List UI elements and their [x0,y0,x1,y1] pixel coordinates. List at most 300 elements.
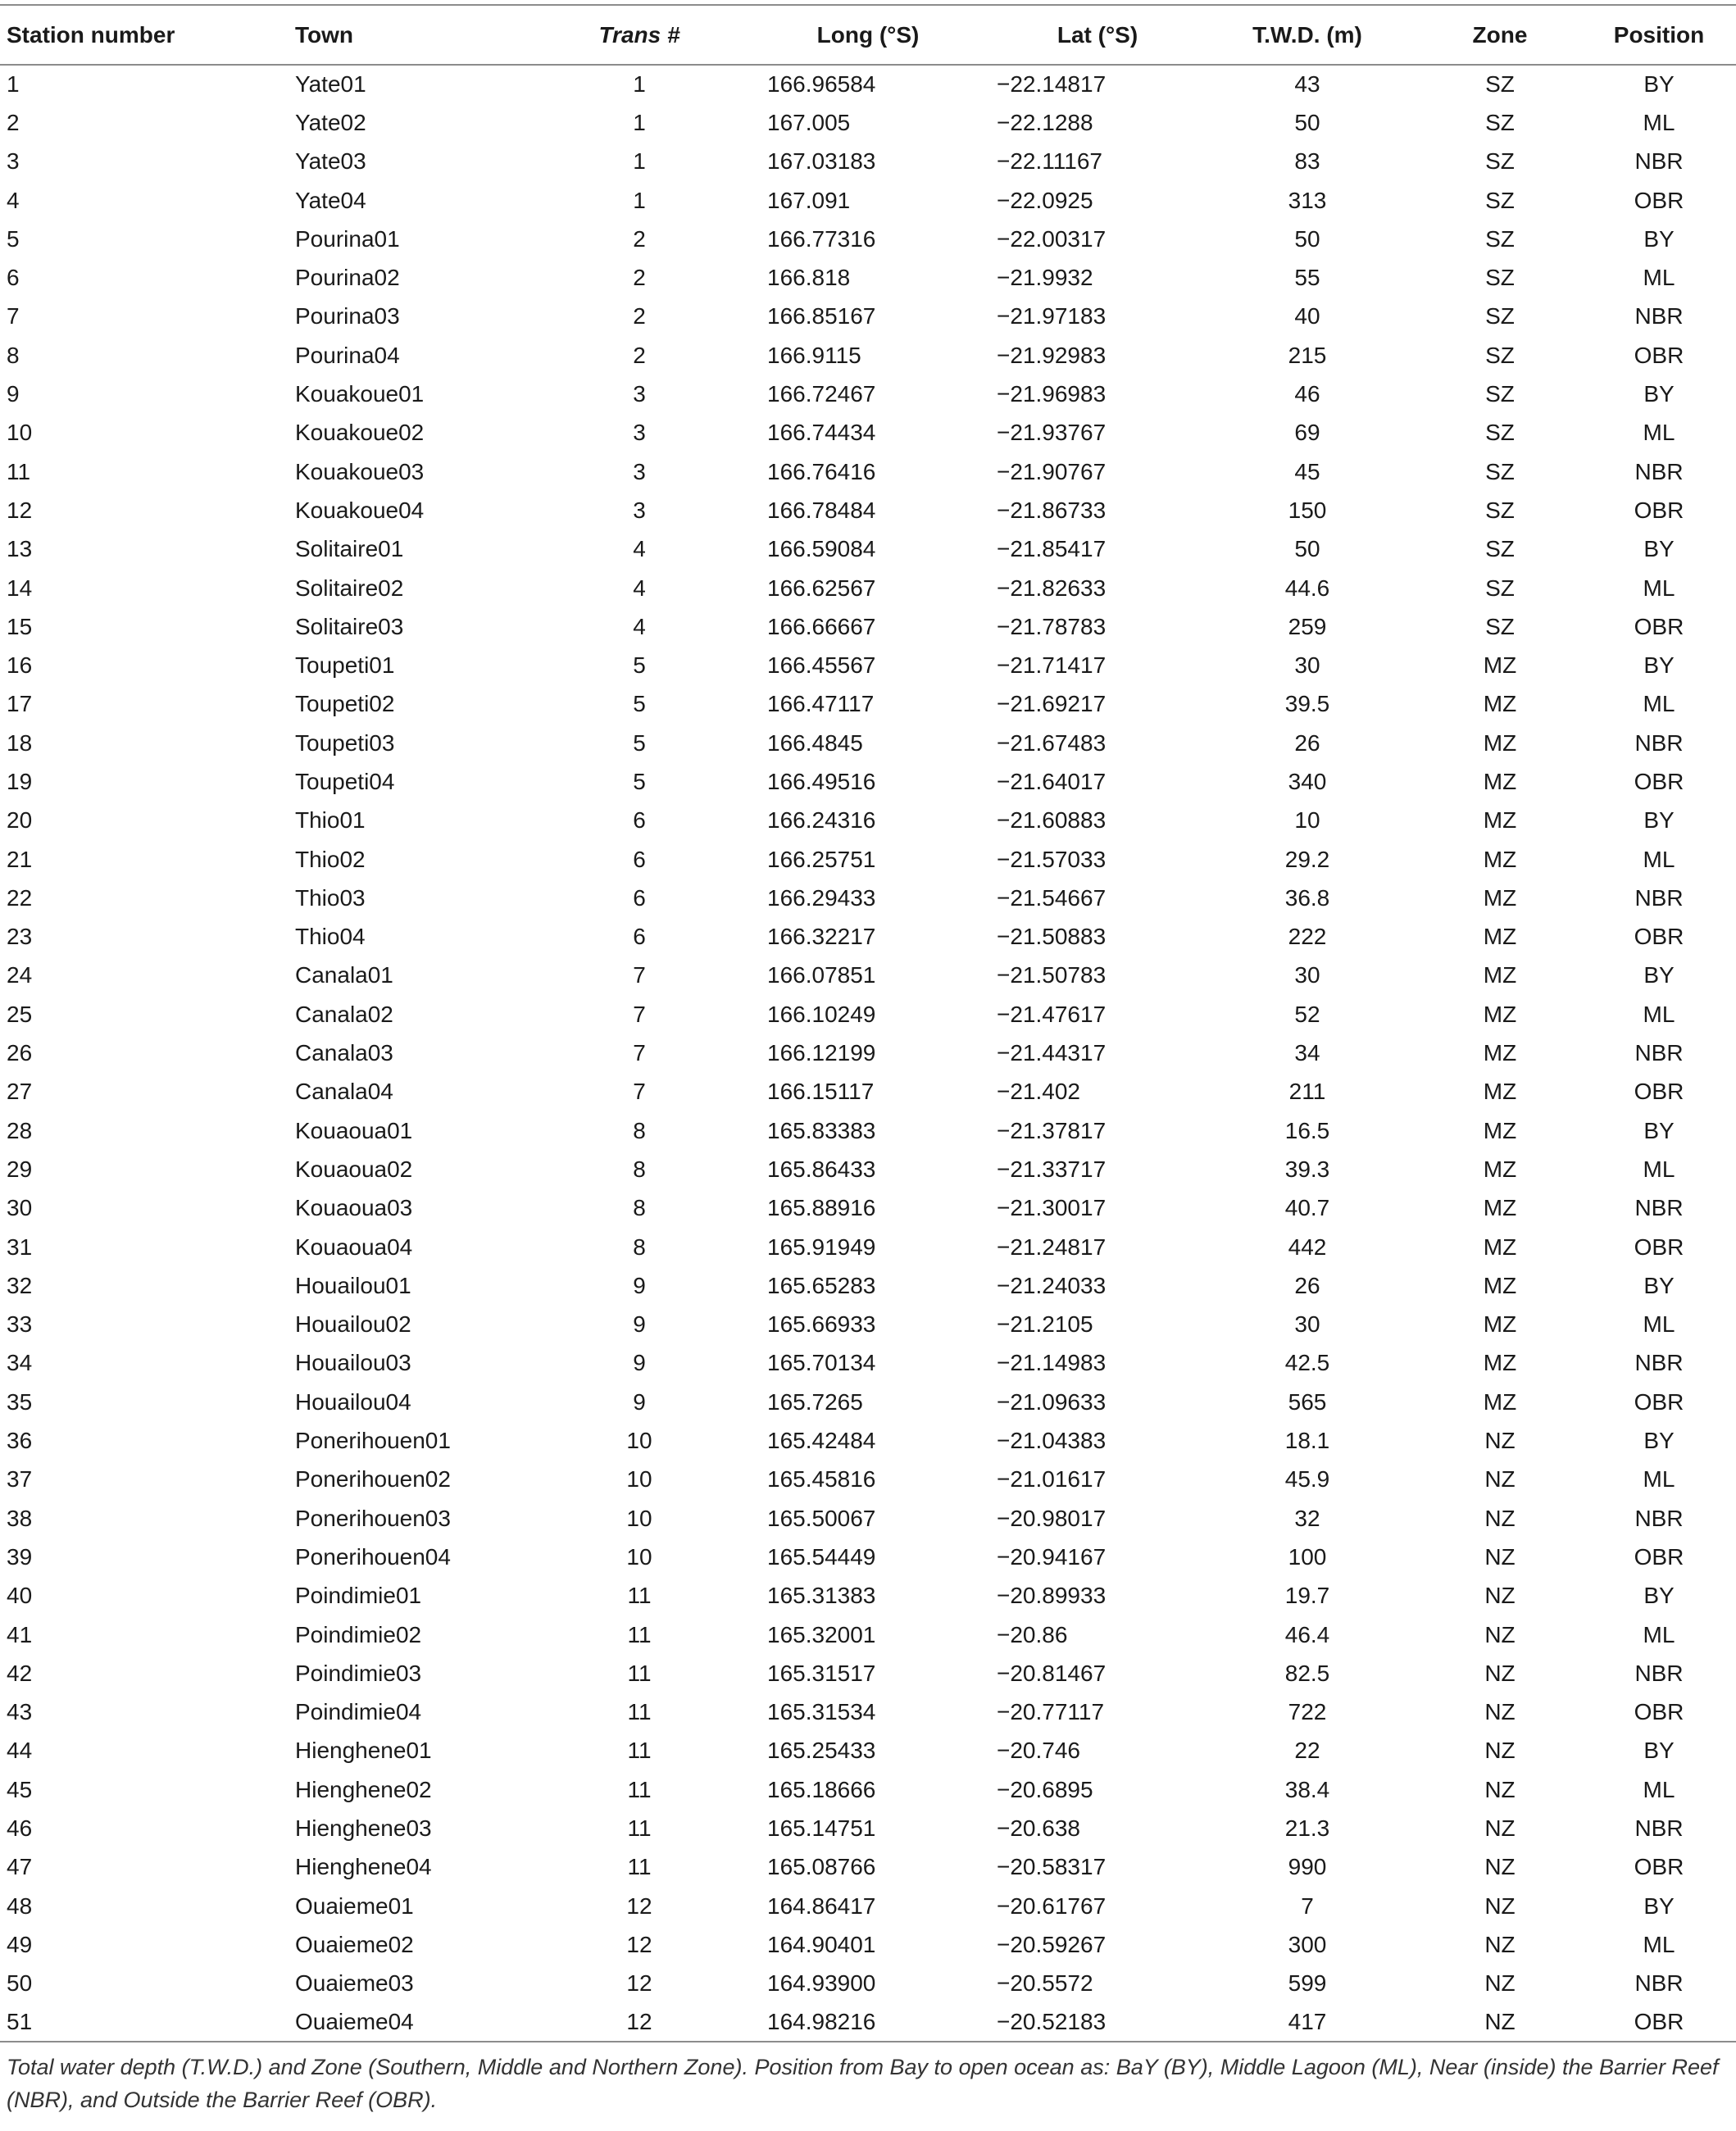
cell-station-number: 40 [7,1583,33,1609]
cell-twd: 50 [1294,109,1320,135]
cell-zone: MZ [1483,1388,1517,1415]
cell-position: OBR [1634,1079,1684,1105]
header-twd: T.W.D. (m) [1197,5,1418,65]
cell-twd: 30 [1294,1311,1320,1338]
cell-long: 166.74434 [767,420,876,446]
cell-zone: SZ [1485,265,1515,291]
cell-station-number: 18 [7,729,33,756]
cell-zone: SZ [1485,225,1515,252]
cell-station-number: 17 [7,691,33,717]
cell-lat: −21.9932 [997,265,1093,291]
cell-position: ML [1643,1466,1675,1493]
cell-position: ML [1643,1776,1675,1802]
cell-zone: SZ [1485,148,1515,175]
table-row [0,1383,1736,1421]
cell-town: Ouaieme01 [295,1892,414,1919]
cell-long: 165.70134 [767,1350,876,1376]
cell-long: 166.9115 [767,342,861,368]
table-row [0,452,1736,491]
cell-long: 166.45567 [767,652,876,679]
header-long: Long (°S) [738,5,967,65]
cell-zone: NZ [1484,1543,1516,1570]
cell-lat: −21.44317 [997,1040,1107,1066]
cell-position: OBR [1634,1388,1684,1415]
cell-trans: 12 [626,1892,652,1919]
cell-town: Pourina03 [295,303,400,329]
cell-trans: 1 [633,148,646,175]
cell-position: NBR [1634,1195,1684,1221]
cell-town: Solitaire03 [295,613,404,639]
header-station-number: Station number [0,5,270,65]
cell-twd: 46 [1294,381,1320,407]
cell-station-number: 30 [7,1195,33,1221]
cell-zone: MZ [1483,1001,1517,1027]
cell-town: Canala03 [295,1040,393,1066]
cell-long: 166.25751 [767,846,876,872]
cell-position: NBR [1634,1815,1684,1841]
cell-twd: 50 [1294,225,1320,252]
cell-position: BY [1643,381,1675,407]
cell-lat: −20.89933 [997,1583,1107,1609]
cell-position: OBR [1634,613,1684,639]
cell-long: 165.25433 [767,1738,876,1764]
cell-zone: SZ [1485,536,1515,562]
cell-lat: −21.82633 [997,575,1107,601]
cell-lat: −21.24817 [997,1234,1107,1260]
table-row [0,1809,1736,1847]
cell-twd: 26 [1294,729,1320,756]
cell-twd: 45 [1294,458,1320,484]
cell-twd: 340 [1288,768,1327,794]
cell-twd: 300 [1288,1931,1327,1957]
cell-town: Canala01 [295,962,393,988]
cell-town: Yate02 [295,109,366,135]
cell-position: ML [1643,265,1675,291]
table-row [0,956,1736,995]
table-row [0,1577,1736,1615]
cell-twd: 39.3 [1284,1156,1330,1182]
cell-trans: 8 [633,1117,646,1143]
header-zone: Zone [1418,5,1582,65]
cell-station-number: 34 [7,1350,33,1376]
cell-lat: −21.85417 [997,536,1107,562]
header-position: Position [1582,5,1736,65]
cell-position: OBR [1634,1234,1684,1260]
cell-twd: 100 [1288,1543,1327,1570]
cell-zone: SZ [1485,575,1515,601]
header-town: Town [270,5,541,65]
cell-twd: 150 [1288,497,1327,523]
cell-position: OBR [1634,187,1684,213]
cell-twd: 599 [1288,1970,1327,1997]
cell-long: 166.76416 [767,458,876,484]
cell-trans: 3 [633,458,646,484]
cell-zone: MZ [1483,729,1517,756]
cell-station-number: 2 [7,109,20,135]
cell-station-number: 44 [7,1738,33,1764]
cell-station-number: 9 [7,381,20,407]
cell-station-number: 14 [7,575,33,601]
cell-town: Ponerihouen02 [295,1466,451,1493]
table-row [0,530,1736,569]
cell-zone: NZ [1484,1428,1516,1454]
cell-twd: 40 [1294,303,1320,329]
cell-twd: 417 [1197,2003,1418,2042]
cell-lat: −20.59267 [997,1931,1107,1957]
cell-lat: −21.33717 [997,1156,1107,1182]
cell-town: Kouakoue01 [295,381,425,407]
cell-position: OBR [1634,1699,1684,1725]
cell-long: 166.32217 [767,924,876,950]
table-row [0,220,1736,258]
cell-long: 166.818 [767,265,851,291]
table-row [0,1266,1736,1305]
cell-twd: 39.5 [1284,691,1330,717]
cell-lat: −20.81467 [997,1660,1107,1686]
cell-position: BY [1643,962,1675,988]
table-row [0,607,1736,646]
cell-town: Houailou03 [295,1350,411,1376]
cell-position: BY [1643,1117,1675,1143]
cell-position: ML [1643,1001,1675,1027]
cell-trans: 11 [627,1621,652,1647]
cell-trans: 5 [633,729,646,756]
cell-position: NBR [1634,1040,1684,1066]
table-row [0,802,1736,840]
cell-town: Yate04 [295,187,366,213]
table-row [0,1965,1736,2003]
cell-long: 166.24316 [767,807,876,834]
cell-station-number: 41 [7,1621,33,1647]
cell-trans: 8 [633,1195,646,1221]
cell-long: 166.07851 [767,962,876,988]
cell-position: BY [1643,1272,1675,1298]
cell-position: NBR [1634,729,1684,756]
cell-town: Solitaire02 [295,575,404,601]
cell-lat: −20.86 [997,1621,1068,1647]
cell-zone: SZ [1485,109,1515,135]
cell-zone: NZ [1484,1699,1516,1725]
cell-town: Thio03 [295,884,366,911]
cell-twd: 42.5 [1284,1350,1330,1376]
cell-town: Thio02 [295,846,366,872]
table-row [0,879,1736,917]
cell-long: 167.005 [767,109,851,135]
cell-position: OBR [1634,497,1684,523]
cell-twd: 46.4 [1284,1621,1330,1647]
cell-town: Kouaoua04 [295,1234,413,1260]
cell-trans: 7 [633,1001,646,1027]
cell-long: 166.15117 [767,1079,875,1105]
cell-position: ML [1643,1156,1675,1182]
cell-station-number: 12 [7,497,33,523]
cell-position: OBR [1582,2003,1736,2042]
cell-lat: −21.60883 [997,807,1107,834]
cell-lat: −21.01617 [997,1466,1107,1493]
table-row [0,298,1736,336]
cell-zone: MZ [1483,652,1517,679]
cell-long: 166.66667 [767,613,876,639]
cell-long: 165.31534 [767,1699,876,1725]
cell-lat: −20.94167 [997,1543,1107,1570]
cell-position: OBR [1634,768,1684,794]
cell-zone: MZ [1483,1195,1517,1221]
cell-lat: −20.5572 [997,1970,1093,1997]
cell-station-number: 16 [7,652,33,679]
cell-position: ML [1643,1931,1675,1957]
cell-zone: MZ [1483,924,1517,950]
table-row [0,1150,1736,1188]
cell-trans: 7 [633,962,646,988]
cell-trans: 8 [633,1234,646,1260]
cell-town: Kouaoua01 [295,1117,413,1143]
cell-twd: 7 [1301,1892,1314,1919]
cell-twd: 38.4 [1284,1776,1330,1802]
cell-position: OBR [1634,1543,1684,1570]
cell-station-number: 21 [7,846,33,872]
table-row [0,995,1736,1034]
cell-twd: 36.8 [1284,884,1330,911]
cell-twd: 55 [1294,265,1320,291]
cell-station-number: 6 [7,265,20,291]
table-header [0,5,1736,65]
cell-zone: SZ [1485,303,1515,329]
cell-lat: −20.52183 [967,2003,1197,2042]
cell-twd: 22 [1294,1738,1320,1764]
cell-lat: −20.58317 [997,1854,1107,1880]
cell-trans: 9 [633,1388,646,1415]
cell-twd: 40.7 [1284,1195,1330,1221]
table-row [0,1887,1736,1925]
cell-station-number: 32 [7,1272,33,1298]
cell-zone: SZ [1485,381,1515,407]
cell-station-number: 28 [7,1117,33,1143]
cell-zone: SZ [1485,342,1515,368]
table-row [0,1034,1736,1072]
cell-trans: 6 [633,807,646,834]
cell-trans: 10 [626,1505,652,1531]
cell-position: ML [1643,1311,1675,1338]
cell-trans: 10 [626,1428,652,1454]
table-row [0,1073,1736,1111]
table-row [0,414,1736,452]
cell-station-number: 20 [7,807,33,834]
cell-position: BY [1643,536,1675,562]
stations-table [0,4,1736,2042]
cell-trans: 9 [633,1311,646,1338]
cell-zone: NZ [1484,1815,1516,1841]
cell-zone: NZ [1484,1776,1516,1802]
cell-trans: 12 [541,2003,738,2042]
cell-trans: 4 [633,613,646,639]
cell-station-number: 7 [7,303,20,329]
cell-zone: MZ [1483,807,1517,834]
cell-position: NBR [1634,303,1684,329]
cell-position: BY [1643,71,1675,98]
cell-long: 166.47117 [767,691,875,717]
table-footnote: Total water depth (T.W.D.) and Zone (Southern, Middle and Northern Zone). Position from Bay to open ocean as: BaY (BY), Middle Lagoon (ML), Near (inside) the Barrier Reef (NBR), and Outside the Barrier Reef (OBR). [7,2055,1719,2112]
table-row [0,1461,1736,1499]
cell-twd: 10 [1294,807,1320,834]
cell-long: 166.12199 [767,1040,876,1066]
cell-trans: 1 [633,109,646,135]
cell-lat: −21.14983 [997,1350,1107,1376]
cell-position: OBR [1634,924,1684,950]
cell-position: NBR [1634,458,1684,484]
cell-station-number: 43 [7,1699,33,1725]
cell-trans: 2 [633,265,646,291]
cell-town: Canala04 [295,1079,393,1105]
cell-trans: 9 [633,1350,646,1376]
cell-zone: MZ [1483,1311,1517,1338]
cell-position: ML [1643,846,1675,872]
cell-long: 166.85167 [767,303,876,329]
cell-station-number: 13 [7,536,33,562]
table-row [0,569,1736,607]
cell-twd: 442 [1288,1234,1327,1260]
table-row [0,646,1736,684]
cell-trans: 4 [633,575,646,601]
cell-lat: −21.69217 [997,691,1107,717]
cell-lat: −20.98017 [997,1505,1107,1531]
cell-station-number: 39 [7,1543,33,1570]
cell-town: Hienghene04 [295,1854,432,1880]
cell-zone: SZ [1485,613,1515,639]
cell-trans: 12 [626,1931,652,1957]
cell-position: ML [1643,109,1675,135]
cell-zone: NZ [1484,1583,1516,1609]
table-body [0,65,1736,2042]
cell-trans: 6 [633,924,646,950]
cell-position: OBR [1634,342,1684,368]
table-row [0,143,1736,181]
cell-town: Toupeti03 [295,729,395,756]
cell-lat: −21.47617 [997,1001,1107,1027]
cell-station-number: 22 [7,884,33,911]
cell-zone: SZ [1485,187,1515,213]
cell-town: Hienghene02 [295,1776,432,1802]
cell-town: Pourina02 [295,265,400,291]
table-row [0,375,1736,413]
table-row [0,1111,1736,1150]
cell-position: BY [1643,225,1675,252]
cell-long: 166.72467 [767,381,876,407]
table-row [0,2003,1736,2042]
cell-zone: NZ [1484,1660,1516,1686]
table-row [0,258,1736,297]
cell-long: 166.49516 [767,768,876,794]
cell-town: Houailou04 [295,1388,411,1415]
cell-town: Kouakoue04 [295,497,425,523]
cell-lat: −21.2105 [997,1311,1093,1338]
cell-town: Houailou01 [295,1272,411,1298]
cell-twd: 21.3 [1284,1815,1330,1841]
cell-position: NBR [1634,1505,1684,1531]
cell-station-number: 29 [7,1156,33,1182]
cell-station-number: 15 [7,613,33,639]
cell-town: Ouaieme04 [270,2003,541,2042]
cell-long: 165.32001 [767,1621,876,1647]
cell-zone: SZ [1485,71,1515,98]
cell-trans: 2 [633,342,646,368]
cell-trans: 11 [627,1738,652,1764]
cell-twd: 29.2 [1284,846,1330,872]
cell-trans: 12 [626,1970,652,1997]
cell-town: Ponerihouen04 [295,1543,451,1570]
cell-long: 165.42484 [767,1428,876,1454]
cell-zone: MZ [1483,1079,1517,1105]
cell-long: 165.18666 [767,1776,876,1802]
cell-position: NBR [1634,1970,1684,1997]
header-row [0,5,1736,65]
cell-lat: −21.78783 [997,613,1107,639]
cell-station-number: 10 [7,420,33,446]
cell-position: ML [1643,420,1675,446]
cell-town: Ouaieme02 [295,1931,414,1957]
cell-trans: 6 [633,846,646,872]
cell-lat: −20.61767 [997,1892,1107,1919]
cell-lat: −22.11167 [997,148,1102,175]
table-row [0,65,1736,103]
cell-twd: 722 [1288,1699,1327,1725]
table-row [0,1421,1736,1460]
table-row [0,840,1736,879]
cell-station-number: 45 [7,1776,33,1802]
cell-trans: 11 [627,1815,652,1841]
cell-station-number: 24 [7,962,33,988]
cell-zone: MZ [1483,1234,1517,1260]
cell-twd: 222 [1288,924,1327,950]
cell-lat: −21.93767 [997,420,1107,446]
cell-twd: 32 [1294,1505,1320,1531]
cell-trans: 5 [633,768,646,794]
cell-twd: 990 [1288,1854,1327,1880]
cell-station-number: 36 [7,1428,33,1454]
cell-zone: NZ [1484,1738,1516,1764]
table-row [0,1848,1736,1887]
cell-lat: −21.50783 [997,962,1107,988]
table-row [0,103,1736,142]
cell-town: Poindimie03 [295,1660,422,1686]
cell-lat: −21.92983 [997,342,1107,368]
cell-twd: 215 [1288,342,1327,368]
header-lat: Lat (°S) [967,5,1197,65]
cell-trans: 9 [633,1272,646,1298]
cell-position: BY [1643,1428,1675,1454]
cell-position: BY [1643,1892,1675,1919]
cell-zone: NZ [1418,2003,1582,2042]
cell-long: 166.78484 [767,497,876,523]
table-row [0,1306,1736,1344]
table-row [0,1615,1736,1654]
cell-lat: −22.00317 [997,225,1107,252]
cell-town: Kouakoue02 [295,420,425,446]
cell-town: Hienghene03 [295,1815,432,1841]
cell-twd: 45.9 [1284,1466,1330,1493]
table-row [0,1344,1736,1383]
cell-position: BY [1643,1583,1675,1609]
cell-zone: NZ [1484,1621,1516,1647]
cell-trans: 2 [633,225,646,252]
cell-station-number: 8 [7,342,20,368]
cell-town: Kouakoue03 [295,458,425,484]
cell-lat: −21.50883 [997,924,1107,950]
cell-station-number: 48 [7,1892,33,1919]
table-row [0,491,1736,529]
cell-town: Poindimie01 [295,1583,422,1609]
cell-town: Poindimie02 [295,1621,422,1647]
cell-long: 165.45816 [767,1466,876,1493]
